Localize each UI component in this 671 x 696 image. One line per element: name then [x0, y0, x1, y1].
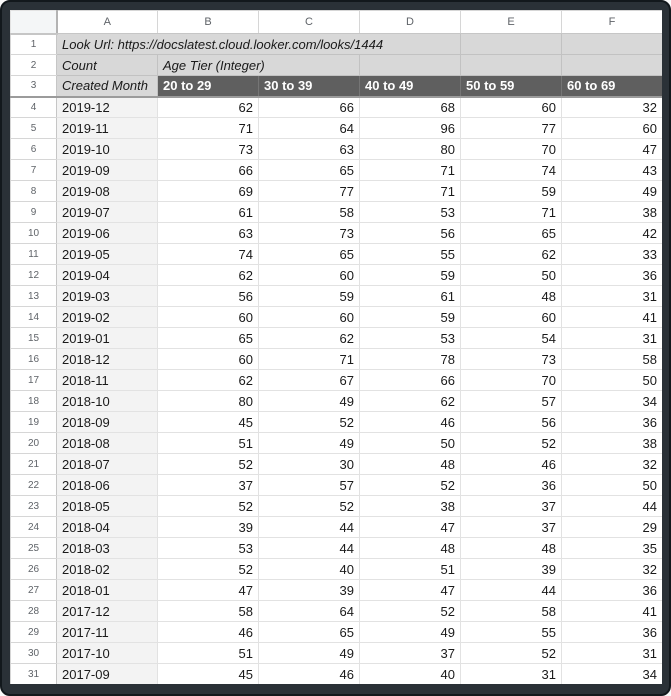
- cell-count-value[interactable]: 31: [562, 328, 663, 349]
- cell-count-value[interactable]: 57: [259, 475, 360, 496]
- cell-count-value[interactable]: 65: [461, 223, 562, 244]
- cell-count-value[interactable]: 53: [360, 202, 461, 223]
- cell-count-value[interactable]: 39: [259, 580, 360, 601]
- column-header-a[interactable]: A: [57, 11, 158, 34]
- cell-count-label[interactable]: Count: [57, 55, 158, 76]
- sheet-data-row: [11, 643, 663, 664]
- row-number[interactable]: 28: [11, 601, 57, 622]
- cell-created-month[interactable]: 2018-03: [57, 538, 158, 559]
- cell-count-value[interactable]: 56: [158, 286, 259, 307]
- cell-count-value[interactable]: 52: [158, 454, 259, 475]
- sheet-data-row: [11, 496, 663, 517]
- sheet-grid: [10, 10, 662, 684]
- cell-count-value[interactable]: 50: [562, 370, 663, 391]
- cell-count-value[interactable]: 36: [562, 622, 663, 643]
- row-number[interactable]: 16: [11, 349, 57, 370]
- row-number[interactable]: 26: [11, 559, 57, 580]
- row-number[interactable]: 24: [11, 517, 57, 538]
- cell-count-value[interactable]: 50: [562, 475, 663, 496]
- cell-count-value[interactable]: 62: [158, 97, 259, 118]
- cell-count-value[interactable]: 36: [461, 475, 562, 496]
- cell-count-value[interactable]: 56: [360, 223, 461, 244]
- sheet-data-row: [11, 307, 663, 328]
- cell-count-value[interactable]: 73: [158, 139, 259, 160]
- cell-count-value[interactable]: 36: [562, 412, 663, 433]
- cell-empty[interactable]: [562, 34, 663, 55]
- cell-count-value[interactable]: 50: [360, 433, 461, 454]
- cell-count-value[interactable]: 80: [360, 139, 461, 160]
- sheet-data-row: [11, 370, 663, 391]
- cell-count-value[interactable]: 62: [259, 328, 360, 349]
- sheet-data-row: [11, 664, 663, 685]
- column-header-row: [11, 11, 663, 34]
- cell-count-value[interactable]: 51: [158, 433, 259, 454]
- cell-created-month[interactable]: 2019-02: [57, 307, 158, 328]
- sheet-data-row: [11, 412, 663, 433]
- cell-count-value[interactable]: 52: [360, 475, 461, 496]
- row-number[interactable]: 5: [11, 118, 57, 139]
- cell-count-value[interactable]: 52: [360, 601, 461, 622]
- cell-count-value[interactable]: 46: [461, 454, 562, 475]
- cell-count-value[interactable]: 37: [360, 643, 461, 664]
- cell-count-value[interactable]: 66: [259, 97, 360, 118]
- cell-count-value[interactable]: 38: [360, 496, 461, 517]
- cell-created-month[interactable]: 2018-06: [57, 475, 158, 496]
- cell-count-value[interactable]: 47: [360, 580, 461, 601]
- cell-count-value[interactable]: 67: [259, 370, 360, 391]
- cell-count-value[interactable]: 34: [562, 664, 663, 685]
- cell-count-value[interactable]: 73: [461, 349, 562, 370]
- cell-count-value[interactable]: 52: [158, 559, 259, 580]
- cell-count-value[interactable]: 74: [461, 160, 562, 181]
- cell-count-value[interactable]: 45: [158, 412, 259, 433]
- cell-count-value[interactable]: 52: [259, 412, 360, 433]
- cell-count-value[interactable]: 59: [461, 181, 562, 202]
- cell-count-value[interactable]: 39: [158, 517, 259, 538]
- row-number[interactable]: 1: [11, 34, 57, 55]
- cell-count-value[interactable]: 42: [562, 223, 663, 244]
- cell-count-value[interactable]: 77: [259, 181, 360, 202]
- cell-count-value[interactable]: 60: [461, 307, 562, 328]
- cell-count-value[interactable]: 52: [259, 496, 360, 517]
- cell-count-value[interactable]: 61: [360, 286, 461, 307]
- cell-count-value[interactable]: 64: [259, 601, 360, 622]
- cell-count-value[interactable]: 65: [259, 160, 360, 181]
- cell-count-value[interactable]: 78: [360, 349, 461, 370]
- row-number[interactable]: 29: [11, 622, 57, 643]
- cell-count-value[interactable]: 65: [259, 244, 360, 265]
- sheet-data-row: [11, 265, 663, 286]
- cell-empty[interactable]: [461, 34, 562, 55]
- row-number[interactable]: 4: [11, 97, 57, 118]
- cell-created-month[interactable]: 2019-05: [57, 244, 158, 265]
- cell-created-month[interactable]: 2018-11: [57, 370, 158, 391]
- cell-created-month-label[interactable]: Created Month: [57, 76, 158, 97]
- row-number[interactable]: 9: [11, 202, 57, 223]
- sheet-data-row: [11, 433, 663, 454]
- cell-count-value[interactable]: 71: [158, 118, 259, 139]
- sheet-data-row: [11, 202, 663, 223]
- cell-created-month[interactable]: 2018-04: [57, 517, 158, 538]
- cell-count-value[interactable]: 41: [562, 307, 663, 328]
- cell-empty[interactable]: [562, 55, 663, 76]
- cell-created-month[interactable]: 2018-12: [57, 349, 158, 370]
- row-3-header: [11, 76, 663, 97]
- column-header-f[interactable]: F: [562, 11, 663, 34]
- cell-count-value[interactable]: 52: [158, 496, 259, 517]
- sheet-data-row: [11, 118, 663, 139]
- cell-count-value[interactable]: 54: [461, 328, 562, 349]
- cell-count-value[interactable]: 60: [259, 265, 360, 286]
- cell-age-tier-50-59[interactable]: 50 to 59: [461, 76, 562, 97]
- row-number[interactable]: 7: [11, 160, 57, 181]
- cell-count-value[interactable]: 58: [259, 202, 360, 223]
- cell-count-value[interactable]: 62: [158, 370, 259, 391]
- cell-count-value[interactable]: 70: [461, 370, 562, 391]
- row-number[interactable]: 6: [11, 139, 57, 160]
- cell-count-value[interactable]: 61: [158, 202, 259, 223]
- row-number[interactable]: 22: [11, 475, 57, 496]
- cell-count-value[interactable]: 80: [158, 391, 259, 412]
- cell-count-value[interactable]: 47: [360, 517, 461, 538]
- cell-count-value[interactable]: 68: [360, 97, 461, 118]
- cell-count-value[interactable]: 63: [158, 223, 259, 244]
- cell-count-value[interactable]: 30: [259, 454, 360, 475]
- cell-count-value[interactable]: 34: [562, 391, 663, 412]
- sheet-data-row: [11, 580, 663, 601]
- cell-count-value[interactable]: 39: [461, 559, 562, 580]
- column-header-e[interactable]: E: [461, 11, 562, 34]
- cell-age-tier-40-49[interactable]: 40 to 49: [360, 76, 461, 97]
- cell-created-month[interactable]: 2018-09: [57, 412, 158, 433]
- cell-created-month[interactable]: 2019-10: [57, 139, 158, 160]
- cell-count-value[interactable]: 47: [562, 139, 663, 160]
- cell-count-value[interactable]: 36: [562, 265, 663, 286]
- cell-created-month[interactable]: 2018-01: [57, 580, 158, 601]
- sheet-data-row: [11, 160, 663, 181]
- cell-age-tier-label[interactable]: Age Tier (Integer): [158, 55, 360, 76]
- row-number[interactable]: 19: [11, 412, 57, 433]
- cell-count-value[interactable]: 33: [562, 244, 663, 265]
- cell-count-value[interactable]: 37: [158, 475, 259, 496]
- sheet-data-row: [11, 97, 663, 118]
- row-number[interactable]: 13: [11, 286, 57, 307]
- cell-count-value[interactable]: 60: [461, 97, 562, 118]
- cell-count-value[interactable]: 49: [259, 433, 360, 454]
- sheet-data-row: [11, 223, 663, 244]
- cell-created-month[interactable]: 2017-11: [57, 622, 158, 643]
- cell-created-month[interactable]: 2018-05: [57, 496, 158, 517]
- row-number[interactable]: 25: [11, 538, 57, 559]
- cell-count-value[interactable]: 47: [158, 580, 259, 601]
- cell-count-value[interactable]: 44: [259, 517, 360, 538]
- cell-created-month[interactable]: 2017-12: [57, 601, 158, 622]
- cell-count-value[interactable]: 57: [461, 391, 562, 412]
- cell-count-value[interactable]: 71: [461, 202, 562, 223]
- cell-count-value[interactable]: 59: [259, 286, 360, 307]
- cell-count-value[interactable]: 51: [158, 643, 259, 664]
- cell-count-value[interactable]: 41: [562, 601, 663, 622]
- sheet-data-row: [11, 454, 663, 475]
- cell-count-value[interactable]: 48: [461, 538, 562, 559]
- cell-count-value[interactable]: 40: [259, 559, 360, 580]
- cell-created-month[interactable]: 2018-07: [57, 454, 158, 475]
- cell-count-value[interactable]: 38: [562, 202, 663, 223]
- cell-count-value[interactable]: 45: [158, 664, 259, 685]
- cell-created-month[interactable]: 2019-11: [57, 118, 158, 139]
- cell-count-value[interactable]: 52: [461, 643, 562, 664]
- cell-count-value[interactable]: 38: [562, 433, 663, 454]
- sheet-data-row: [11, 601, 663, 622]
- cell-count-value[interactable]: 48: [360, 454, 461, 475]
- cell-count-value[interactable]: 35: [562, 538, 663, 559]
- cell-count-value[interactable]: 55: [461, 622, 562, 643]
- cell-count-value[interactable]: 58: [562, 349, 663, 370]
- cell-count-value[interactable]: 49: [562, 181, 663, 202]
- cell-created-month[interactable]: 2019-09: [57, 160, 158, 181]
- cell-count-value[interactable]: 64: [259, 118, 360, 139]
- cell-count-value[interactable]: 31: [562, 286, 663, 307]
- sheet-data-row: [11, 139, 663, 160]
- column-header-d[interactable]: D: [360, 11, 461, 34]
- cell-count-value[interactable]: 44: [461, 580, 562, 601]
- sheet-data-row: [11, 475, 663, 496]
- cell-count-value[interactable]: 96: [360, 118, 461, 139]
- cell-count-value[interactable]: 46: [259, 664, 360, 685]
- cell-count-value[interactable]: 65: [259, 622, 360, 643]
- cell-count-value[interactable]: 69: [158, 181, 259, 202]
- cell-count-value[interactable]: 77: [461, 118, 562, 139]
- cell-created-month[interactable]: 2019-01: [57, 328, 158, 349]
- cell-created-month[interactable]: 2019-12: [57, 97, 158, 118]
- row-number[interactable]: 20: [11, 433, 57, 454]
- sheet-data-row: [11, 328, 663, 349]
- cell-created-month[interactable]: 2019-08: [57, 181, 158, 202]
- cell-count-value[interactable]: 60: [259, 307, 360, 328]
- cell-count-value[interactable]: 62: [461, 244, 562, 265]
- cell-count-value[interactable]: 60: [158, 349, 259, 370]
- row-number[interactable]: 2: [11, 55, 57, 76]
- cell-count-value[interactable]: 32: [562, 97, 663, 118]
- cell-count-value[interactable]: 32: [562, 559, 663, 580]
- cell-count-value[interactable]: 71: [259, 349, 360, 370]
- cell-created-month[interactable]: 2018-08: [57, 433, 158, 454]
- cell-count-value[interactable]: 71: [360, 181, 461, 202]
- cell-age-tier-60-69[interactable]: 60 to 69: [562, 76, 663, 97]
- cell-count-value[interactable]: 32: [562, 454, 663, 475]
- cell-count-value[interactable]: 56: [461, 412, 562, 433]
- cell-empty[interactable]: [461, 55, 562, 76]
- cell-count-value[interactable]: 31: [562, 643, 663, 664]
- cell-count-value[interactable]: 49: [259, 643, 360, 664]
- cell-count-value[interactable]: 59: [360, 307, 461, 328]
- column-header-b[interactable]: B: [158, 11, 259, 34]
- cell-created-month[interactable]: 2017-09: [57, 664, 158, 685]
- sheet-data-row: [11, 622, 663, 643]
- cell-count-value[interactable]: 60: [158, 307, 259, 328]
- row-number[interactable]: 8: [11, 181, 57, 202]
- sheet-data-row: [11, 517, 663, 538]
- cell-age-tier-20-29[interactable]: 20 to 29: [158, 76, 259, 97]
- cell-created-month[interactable]: 2019-03: [57, 286, 158, 307]
- cell-count-value[interactable]: 46: [158, 622, 259, 643]
- cell-count-value[interactable]: 40: [360, 664, 461, 685]
- cell-count-value[interactable]: 48: [360, 538, 461, 559]
- cell-count-value[interactable]: 37: [461, 517, 562, 538]
- cell-created-month[interactable]: 2018-10: [57, 391, 158, 412]
- cell-count-value[interactable]: 36: [562, 580, 663, 601]
- cell-count-value[interactable]: 51: [360, 559, 461, 580]
- row-number[interactable]: 23: [11, 496, 57, 517]
- cell-count-value[interactable]: 74: [158, 244, 259, 265]
- cell-created-month[interactable]: 2018-02: [57, 559, 158, 580]
- cell-count-value[interactable]: 52: [461, 433, 562, 454]
- cell-count-value[interactable]: 50: [461, 265, 562, 286]
- cell-count-value[interactable]: 70: [461, 139, 562, 160]
- cell-created-month[interactable]: 2019-07: [57, 202, 158, 223]
- sheet-data-row: [11, 181, 663, 202]
- cell-count-value[interactable]: 58: [158, 601, 259, 622]
- cell-count-value[interactable]: 60: [562, 118, 663, 139]
- column-header-c[interactable]: C: [259, 11, 360, 34]
- cell-count-value[interactable]: 49: [259, 391, 360, 412]
- row-2: [11, 55, 663, 76]
- cell-count-value[interactable]: 73: [259, 223, 360, 244]
- sheet-data-row: [11, 244, 663, 265]
- cell-count-value[interactable]: 37: [461, 496, 562, 517]
- cell-count-value[interactable]: 58: [461, 601, 562, 622]
- row-number[interactable]: 15: [11, 328, 57, 349]
- select-all-corner[interactable]: [11, 11, 57, 34]
- sheet-table: [10, 10, 662, 684]
- cell-count-value[interactable]: 49: [360, 622, 461, 643]
- cell-look-url[interactable]: Look Url: https://docslatest.cloud.looker.com/looks/1444: [57, 34, 461, 55]
- sheet-data-row: [11, 559, 663, 580]
- cell-count-value[interactable]: 53: [360, 328, 461, 349]
- cell-count-value[interactable]: 65: [158, 328, 259, 349]
- row-number[interactable]: 14: [11, 307, 57, 328]
- cell-count-value[interactable]: 62: [360, 391, 461, 412]
- cell-count-value[interactable]: 29: [562, 517, 663, 538]
- cell-count-value[interactable]: 44: [562, 496, 663, 517]
- cell-count-value[interactable]: 48: [461, 286, 562, 307]
- row-number[interactable]: 31: [11, 664, 57, 685]
- cell-count-value[interactable]: 63: [259, 139, 360, 160]
- row-number[interactable]: 30: [11, 643, 57, 664]
- cell-count-value[interactable]: 59: [360, 265, 461, 286]
- cell-count-value[interactable]: 53: [158, 538, 259, 559]
- row-1: [11, 34, 663, 55]
- cell-created-month[interactable]: 2017-10: [57, 643, 158, 664]
- cell-count-value[interactable]: 66: [360, 370, 461, 391]
- row-number[interactable]: 27: [11, 580, 57, 601]
- cell-count-value[interactable]: 66: [158, 160, 259, 181]
- row-number[interactable]: 18: [11, 391, 57, 412]
- cell-count-value[interactable]: 62: [158, 265, 259, 286]
- cell-count-value[interactable]: 55: [360, 244, 461, 265]
- sheet-data-row: [11, 286, 663, 307]
- cell-count-value[interactable]: 71: [360, 160, 461, 181]
- cell-count-value[interactable]: 46: [360, 412, 461, 433]
- row-number[interactable]: 11: [11, 244, 57, 265]
- sheet-data-row: [11, 391, 663, 412]
- row-number[interactable]: 12: [11, 265, 57, 286]
- sheet-data-row: [11, 538, 663, 559]
- cell-created-month[interactable]: 2019-06: [57, 223, 158, 244]
- row-number[interactable]: 10: [11, 223, 57, 244]
- cell-count-value[interactable]: 43: [562, 160, 663, 181]
- row-number[interactable]: 17: [11, 370, 57, 391]
- cell-empty[interactable]: [360, 55, 461, 76]
- cell-age-tier-30-39[interactable]: 30 to 39: [259, 76, 360, 97]
- sheet-data-row: [11, 349, 663, 370]
- cell-count-value[interactable]: 31: [461, 664, 562, 685]
- cell-count-value[interactable]: 44: [259, 538, 360, 559]
- row-number[interactable]: 21: [11, 454, 57, 475]
- cell-created-month[interactable]: 2019-04: [57, 265, 158, 286]
- row-number[interactable]: 3: [11, 76, 57, 97]
